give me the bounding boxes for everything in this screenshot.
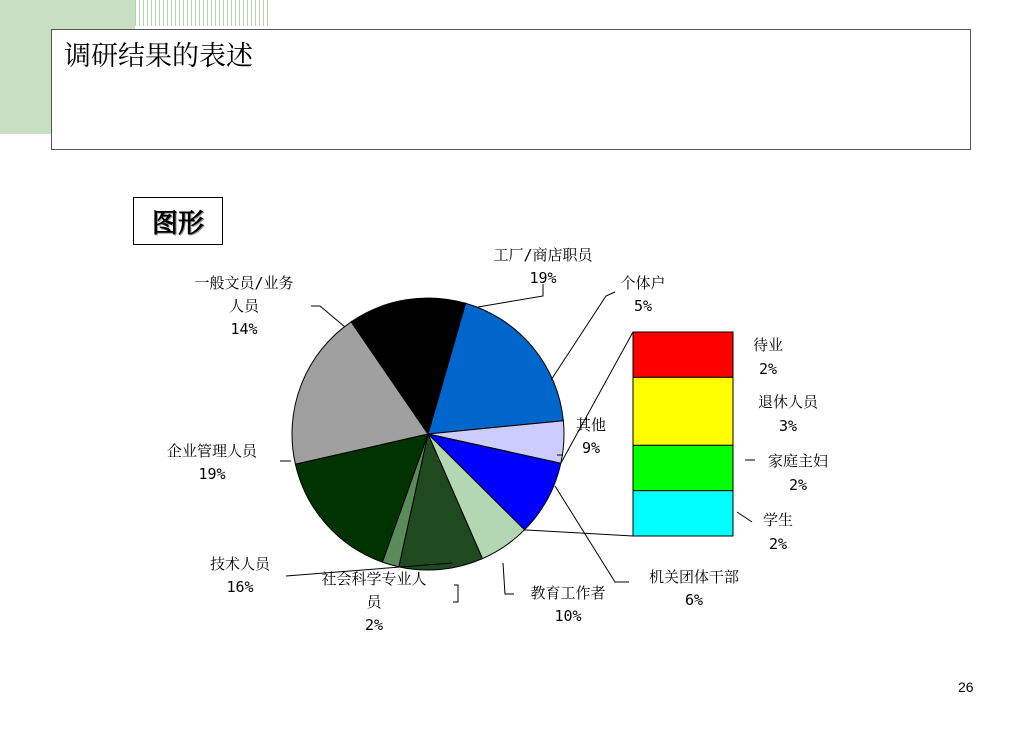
breakdown-percent-label: 2% [788, 476, 808, 494]
breakdown-connector [525, 530, 634, 536]
breakdown-label: 学生 [762, 511, 794, 529]
breakdown-percent-label: 2% [758, 360, 778, 378]
section-label: 图形 [151, 209, 204, 239]
breakdown-label: 待业 [752, 336, 784, 354]
slice-label: 工厂/商店职员 [493, 246, 593, 264]
breakdown-bar-segment [633, 445, 733, 490]
slice-label: 人员 [228, 297, 260, 315]
slice-percent-label: 14% [230, 320, 258, 338]
breakdown-percent-label: 2% [768, 535, 788, 553]
leader-line [311, 306, 345, 327]
slice-percent-label: 6% [684, 591, 704, 609]
breakdown-bar-segment [633, 332, 733, 377]
leader-line [453, 585, 458, 602]
slice-label: 员 [366, 593, 382, 611]
leader-line [478, 284, 543, 307]
slide-title: 调研结果的表述 [64, 41, 253, 72]
breakdown-label: 退休人员 [757, 393, 819, 411]
breakdown-bar-segment [633, 491, 733, 536]
slice-percent-label: 19% [198, 465, 226, 483]
slice-percent-label: 2% [364, 616, 384, 634]
leader-line [503, 563, 514, 594]
slice-percent-label: 16% [226, 578, 254, 596]
breakdown-label: 家庭主妇 [767, 452, 829, 470]
breakdown-percent-label: 3% [778, 417, 798, 435]
slice-percent-label: 19% [529, 269, 557, 287]
slice-label: 社会科学专业人 [321, 570, 427, 588]
slice-label: 其他 [575, 416, 607, 434]
slice-percent-label: 5% [633, 297, 653, 315]
leader-line [551, 292, 615, 380]
page-number: 26 [958, 679, 974, 695]
slice-label: 教育工作者 [530, 584, 606, 602]
breakdown-leader-line [737, 512, 752, 522]
slice-label: 企业管理人员 [166, 442, 258, 460]
slice-label: 个体户 [620, 274, 666, 292]
slice-label: 一般文员/业务 [194, 274, 294, 292]
slice-label: 机关团体干部 [648, 568, 740, 586]
slice-percent-label: 9% [581, 439, 601, 457]
slice-percent-label: 10% [554, 607, 582, 625]
slice-label: 技术人员 [209, 555, 271, 573]
breakdown-bar-segment [633, 377, 733, 445]
